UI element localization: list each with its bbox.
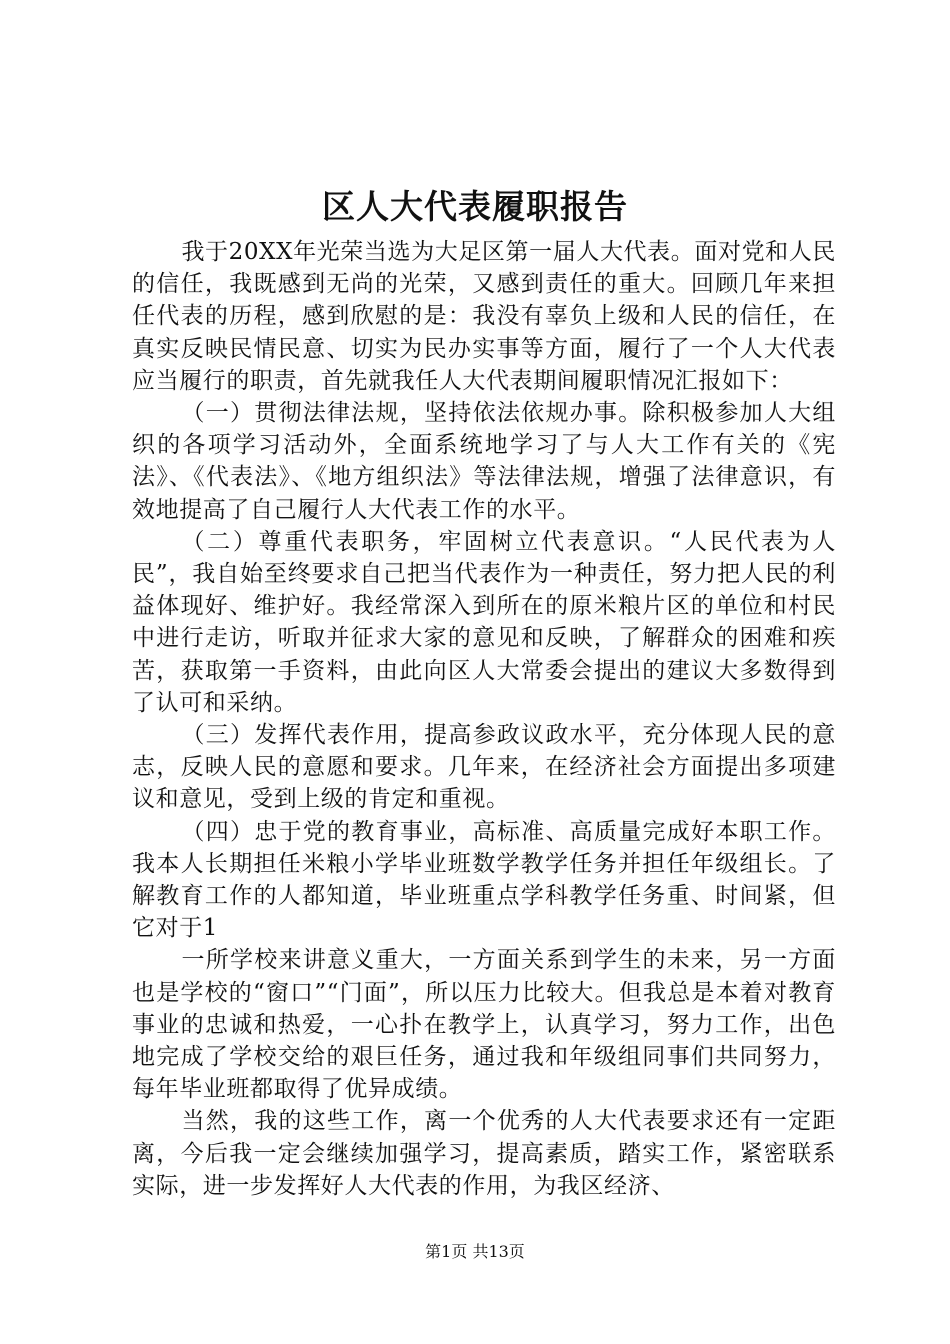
paragraph-section-1: （一）贯彻法律法规，坚持依法依规办事。除积极参加人大组织的各项学习活动外，全面系统地学习了与人大工作有关的《宪法》、《代表法》、《地方组织法》等法律法规，增强了法律意识，有效地提高了自己履行人大代表工作的水平。: [132, 400, 836, 523]
document-body: [132, 236, 836, 1202]
paragraph-section-4: （四）忠于党的教育事业，高标准、高质量完成好本职工作。我本人长期担任米粮小学毕业班数学教学任务并担任年级组长。了解教育工作的人都知道，毕业班重点学科教学任务重、时间紧，但它对于1: [132, 818, 836, 942]
paragraph-intro: 我于20XX年光荣当选为大足区第一届人大代表。面对党和人民的信任，我既感到无尚的光荣，又感到责任的重大。回顾几年来担任代表的历程，感到欣慰的是：我没有辜负上级和人民的信任，在真实反映民情民意、切实为民办实事等方面，履行了一个人大代表应当履行的职责，首先就我任人大代表期间履职情况汇报如下：: [132, 239, 836, 394]
paragraph-section-3: （三）发挥代表作用，提高参政议政水平，充分体现人民的意志，反映人民的意愿和要求。几年来，在经济社会方面提出多项建议和意见，受到上级的肯定和重视。: [132, 722, 836, 813]
paragraph-section-2: （二）尊重代表职务，牢固树立代表意识。“人民代表为人民”，我自始至终要求自己把当代表作为一种责任，努力把人民的利益体现好、维护好。我经常深入到所在的原米粮片区的单位和村民中进行走访，听取并征求大家的意见和反映，了解群众的困难和疾苦，获取第一手资料，由此向区人大常委会提出的建议大多数得到了认可和采纳。: [132, 528, 836, 716]
paragraph-continuation: 一所学校来讲意义重大，一方面关系到学生的未来，另一方面也是学校的“窗口”“门面”，所以压力比较大。但我总是本着对教育事业的忠诚和热爱，一心扑在教学上，认真学习，努力工作，出色地完成了学校交给的艰巨任务，通过我和年级组同事们共同努力，每年毕业班都取得了优异成绩。: [132, 947, 836, 1103]
page-footer: 第1页 共13页: [425, 1242, 525, 1261]
document-title: 区人大代表履职报告: [322, 187, 628, 226]
paragraph-closing: 当然，我的这些工作，离一个优秀的人大代表要求还有一定距离，今后我一定会继续加强学习，提高素质，踏实工作，紧密联系实际，进一步发挥好人大代表的作用，为我区经济、: [132, 1108, 836, 1199]
